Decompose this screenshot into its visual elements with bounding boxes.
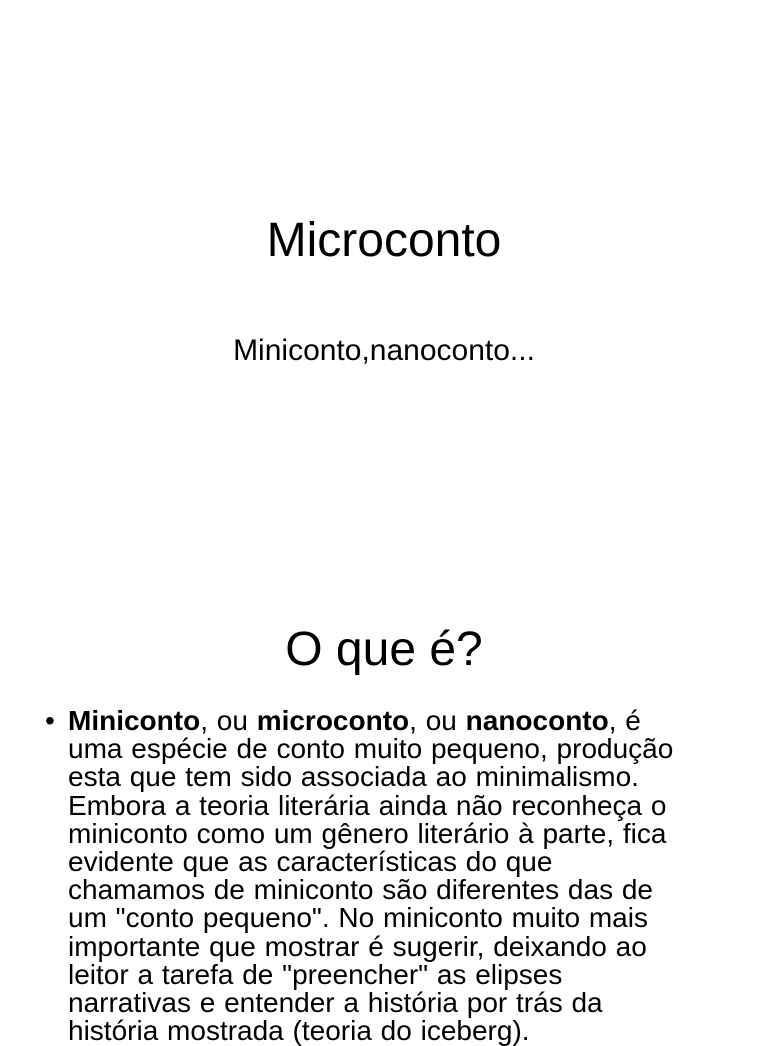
bullet-marker: • — [45, 705, 55, 736]
bullet-text-segment: , ou — [409, 705, 466, 736]
bullet-text-segment: leitor a tarefa de "preencher" as elipses — [68, 958, 563, 990]
bullet-text-bold-segment: nanoconto — [465, 705, 609, 736]
bullet-text-segment: uma espécie de conto muito pequeno, produção — [68, 733, 674, 765]
bullet-text-bold-segment: Miniconto — [68, 705, 201, 736]
bullet-text-segment: um "conto pequeno". No miniconto muito mais — [68, 902, 648, 934]
bullet-text-segment: narrativas e entender a história por trás da — [68, 987, 603, 1019]
bullet-text — [68, 707, 728, 1045]
bullet-text-segment: , ou — [200, 705, 257, 736]
bullet-text-segment: evidente que as características do que — [68, 846, 553, 878]
presentation-subtitle: Miniconto,nanoconto... — [233, 334, 535, 367]
bullet-text-segment: chamamos de miniconto são diferentes das de — [68, 874, 653, 906]
presentation-title: Microconto — [266, 214, 502, 267]
bullet-text-segment: miniconto como um gênero literário à parte, fica — [68, 817, 667, 849]
bullet-text-segment: importante que mostrar é sugerir, deixando ao — [68, 930, 647, 962]
bullet-text-segment: história mostrada (teoria do iceberg). — [68, 1015, 530, 1046]
section-heading: O que é? — [285, 623, 483, 676]
bullet-text-segment: Embora a teoria literária ainda não reconheça o — [68, 789, 667, 821]
bullet-text-bold-segment: microconto — [256, 705, 410, 736]
bullet-text-segment: , é — [608, 705, 641, 736]
bullet-text-segment: esta que tem sido associada ao minimalismo. — [68, 761, 639, 793]
